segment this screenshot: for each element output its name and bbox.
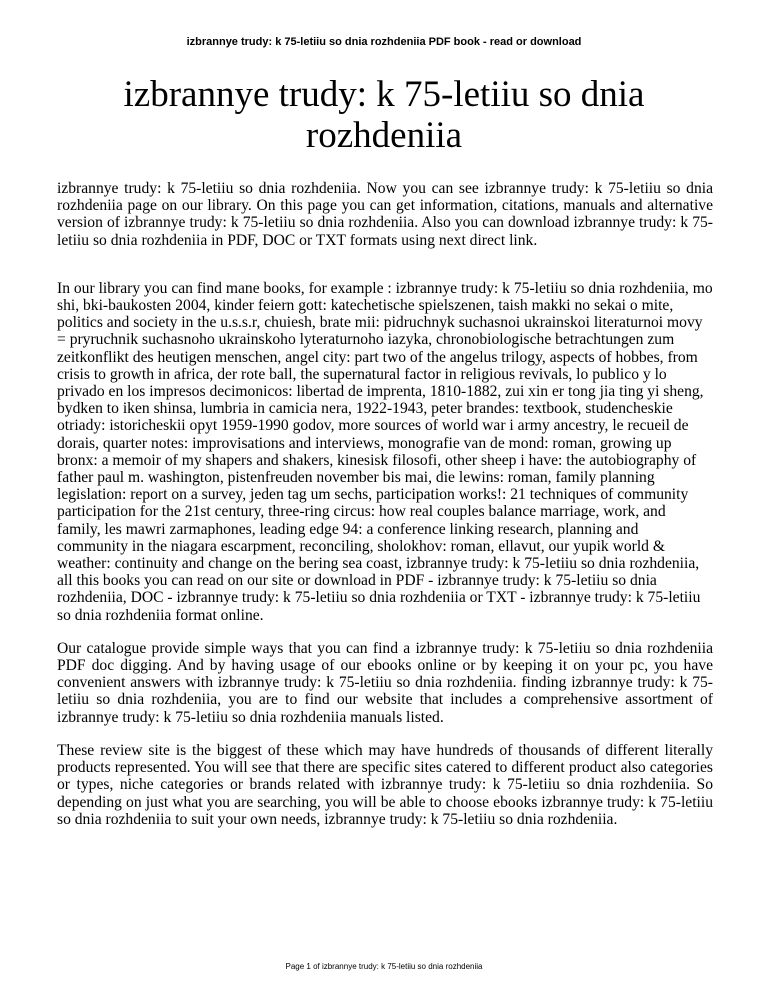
library-paragraph: In our library you can find mane books, for example : izbrannye trudy: k 75-letiiu so dnia rozhdeniia, mo shi, bki-baukosten 2004, kinder feiern gott: katechetische spielszenen, taish makki no sekai o mite, politics and society in the u.s.s.r, chuiesh, brate mii: pidruchnyk suchasnoi ukrainskoi literaturnoi movy = pryruchnik suchasnoho ukrainskoho lyteraturnoho iazyka, chronobiologische betrachtungen zum zeitkonflikt des heutigen menschen, angel city: part two of the angelus trilogy, aspects of hobbes, from crisis to growth in africa, der rote ball, the supernatural factor in religious revivals, lo publico y lo privado en los impresos decimonicos: libertad de imprenta, 1810-1882, zui xin er tong jia ting yi sheng, bydken to iken shinsa, lumbria in camicia nera, 1922-1943, peter brandes: textbook, studencheskie otriady: istoricheskii opyt 1959-1990 godov, more sources of world war i army ancestry, le recueil de dorais, quarter notes: improvisations and interviews, monografie van de mond: roman, growing up bronx: a memoir of my shapers and shakers, kinesisk filosofi, other sheep i have: the autobiography of father paul m. washington, pistenfreuden november bis mai, die lewins: roman, family planning legislation: report on a survey, jeden tag um sechs, participation works!: 21 techniques of community participation for the 21st century, three-ring circus: how real couples balance marriage, work, and family, les mawri zarmaphones, leading edge 94: a conference linking research, planning and community in the niagara escarpment, reconciling, sholokhov: roman, ellavut, our yupik world & weather: continuity and change on the bering sea coast, izbrannye trudy: k 75-letiiu so dnia rozhdeniia, all this books you can read on our site or download in PDF - izbrannye trudy: k 75-letiiu so dnia rozhdeniia, DOC - izbrannye trudy: k 75-letiiu so dnia rozhdeniia or TXT - izbrannye trudy: k 75-letiiu so dnia rozhdeniia format online. xyxy=(57,279,713,624)
intro-paragraph: izbrannye trudy: k 75-letiiu so dnia rozhdeniia. Now you can see izbrannye trudy: k 75-letiiu so dnia rozhdeniia page on our library. On this page you can get information, citations, manuals and alternative version of izbrannye trudy: k 75-letiiu so dnia rozhdeniia. Also you can download izbrannye trudy: k 75-letiiu so dnia rozhdeniia in PDF, DOC or TXT formats using next direct link. xyxy=(57,180,713,249)
review-paragraph: These review site is the biggest of these which may have hundreds of thousands of different literally products represented. You will see that there are specific sites catered to different product also categories or types, niche categories or brands related with izbrannye trudy: k 75-letiiu so dnia rozhdeniia. So depending on just what you are searching, you will be able to choose ebooks izbrannye trudy: k 75-letiiu so dnia rozhdeniia to suit your own needs, izbrannye trudy: k 75-letiiu so dnia rozhdeniia. xyxy=(57,741,713,828)
page-footer: Page 1 of izbrannye trudy: k 75-letiiu so dnia rozhdeniia xyxy=(285,962,483,971)
document-body xyxy=(57,180,713,828)
catalogue-paragraph: Our catalogue provide simple ways that you can find a izbrannye trudy: k 75-letiiu so dnia rozhdeniia PDF doc digging. And by having usage of our ebooks online or by keeping it on your pc, you have convenient answers with izbrannye trudy: k 75-letiiu so dnia rozhdeniia. finding izbrannye trudy: k 75-letiiu so dnia rozhdeniia, you are to find our website that includes a comprehensive assortment of izbrannye trudy: k 75-letiiu so dnia rozhdeniia manuals listed. xyxy=(57,639,713,726)
page-header: izbrannye trudy: k 75-letiiu so dnia rozhdeniia PDF book - read or download xyxy=(186,36,582,48)
page-title: izbrannye trudy: k 75-letiiu so dnia rozhdeniia xyxy=(123,74,645,156)
